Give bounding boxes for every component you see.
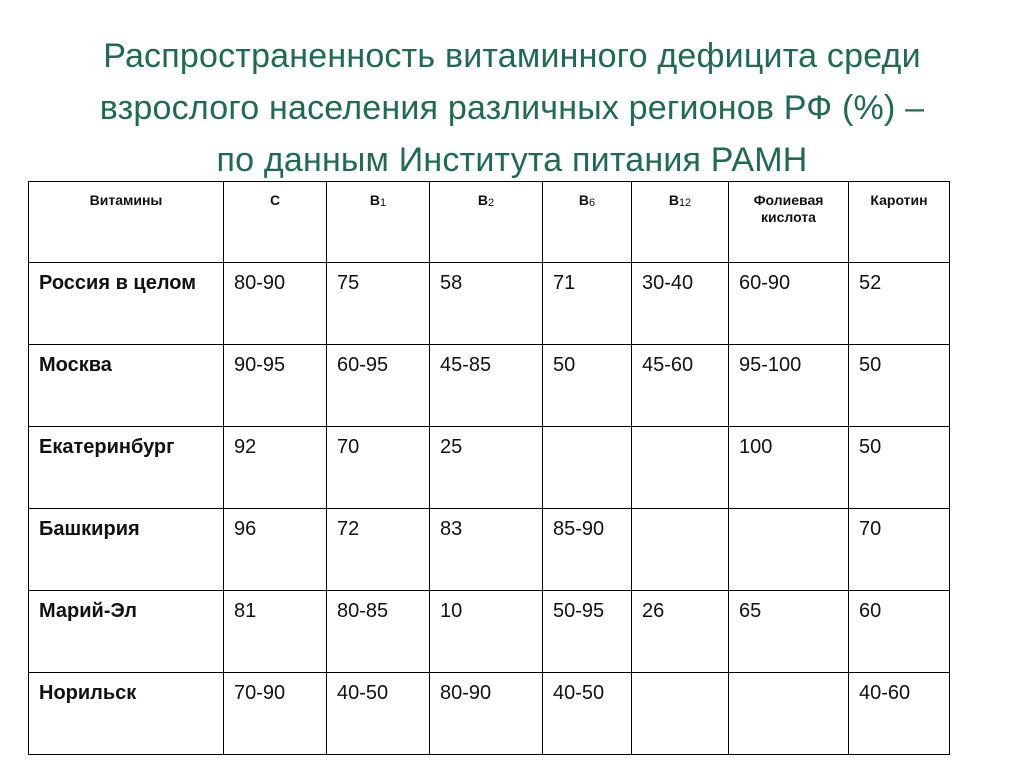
header-b2-sub: 2: [488, 197, 495, 209]
header-vitamins: Витамины: [29, 182, 224, 263]
cell-carotene: 52: [849, 263, 950, 345]
header-b12-sub: 12: [678, 197, 692, 209]
table-row: [29, 509, 950, 591]
cell-b6: 50-95: [543, 591, 632, 673]
header-b6-letter: B: [578, 192, 589, 208]
table-row: [29, 591, 950, 673]
header-b1-sub: 1: [380, 197, 387, 209]
cell-folic: 65: [729, 591, 849, 673]
header-b2: [430, 182, 543, 263]
table-row: [29, 263, 950, 345]
header-carotene: Каротин: [849, 182, 950, 263]
title-line-2: взрослого населения различных регионов РФ (%) –: [99, 89, 925, 127]
cell-b2: 10: [430, 591, 543, 673]
header-folic-line1: Фолиевая: [753, 192, 824, 208]
header-b12: [632, 182, 729, 263]
cell-c: 90-95: [224, 345, 327, 427]
cell-b12: 30-40: [632, 263, 729, 345]
cell-b12: [632, 673, 729, 755]
row-region: Марий-Эл: [29, 591, 224, 673]
header-b2-letter: B: [477, 192, 488, 208]
header-b6-sub: 6: [589, 197, 596, 209]
cell-carotene: 50: [849, 345, 950, 427]
cell-b6: 40-50: [543, 673, 632, 755]
header-b6: [543, 182, 632, 263]
cell-b1: 72: [327, 509, 430, 591]
cell-b1: 60-95: [327, 345, 430, 427]
header-row: [29, 182, 950, 263]
table-row: [29, 345, 950, 427]
header-folic: [729, 182, 849, 263]
cell-b2: 80-90: [430, 673, 543, 755]
cell-carotene: 70: [849, 509, 950, 591]
header-b1-letter: B: [369, 192, 380, 208]
cell-folic: 95-100: [729, 345, 849, 427]
cell-b6: 50: [543, 345, 632, 427]
cell-c: 80-90: [224, 263, 327, 345]
cell-b2: 58: [430, 263, 543, 345]
cell-b1: 80-85: [327, 591, 430, 673]
header-folic-line2: кислота: [761, 209, 816, 225]
row-region: Москва: [29, 345, 224, 427]
row-region: Екатеринбург: [29, 427, 224, 509]
cell-carotene: 60: [849, 591, 950, 673]
cell-b12: [632, 427, 729, 509]
cell-b1: 70: [327, 427, 430, 509]
cell-carotene: 40-60: [849, 673, 950, 755]
row-region: Норильск: [29, 673, 224, 755]
cell-b12: [632, 509, 729, 591]
table-row: [29, 673, 950, 755]
cell-b1: 75: [327, 263, 430, 345]
cell-b2: 25: [430, 427, 543, 509]
cell-folic: 60-90: [729, 263, 849, 345]
row-region: Башкирия: [29, 509, 224, 591]
cell-folic: [729, 509, 849, 591]
title-line-3: по данным Института питания РАМН: [216, 141, 808, 179]
header-b12-letter: B: [668, 192, 679, 208]
cell-folic: [729, 673, 849, 755]
cell-c: 70-90: [224, 673, 327, 755]
slide-title: [60, 30, 964, 186]
title-line-1: Распространенность витаминного дефицита среди: [103, 37, 921, 75]
table-row: [29, 427, 950, 509]
cell-b12: 45-60: [632, 345, 729, 427]
header-b1: [327, 182, 430, 263]
cell-b6: 71: [543, 263, 632, 345]
cell-b2: 45-85: [430, 345, 543, 427]
cell-b6: 85-90: [543, 509, 632, 591]
header-c: C: [224, 182, 327, 263]
cell-b6: [543, 427, 632, 509]
cell-b2: 83: [430, 509, 543, 591]
vitamin-deficiency-table: [28, 181, 950, 755]
cell-carotene: 50: [849, 427, 950, 509]
cell-c: 81: [224, 591, 327, 673]
cell-b1: 40-50: [327, 673, 430, 755]
cell-c: 92: [224, 427, 327, 509]
cell-b12: 26: [632, 591, 729, 673]
cell-c: 96: [224, 509, 327, 591]
row-region: Россия в целом: [29, 263, 224, 345]
cell-folic: 100: [729, 427, 849, 509]
